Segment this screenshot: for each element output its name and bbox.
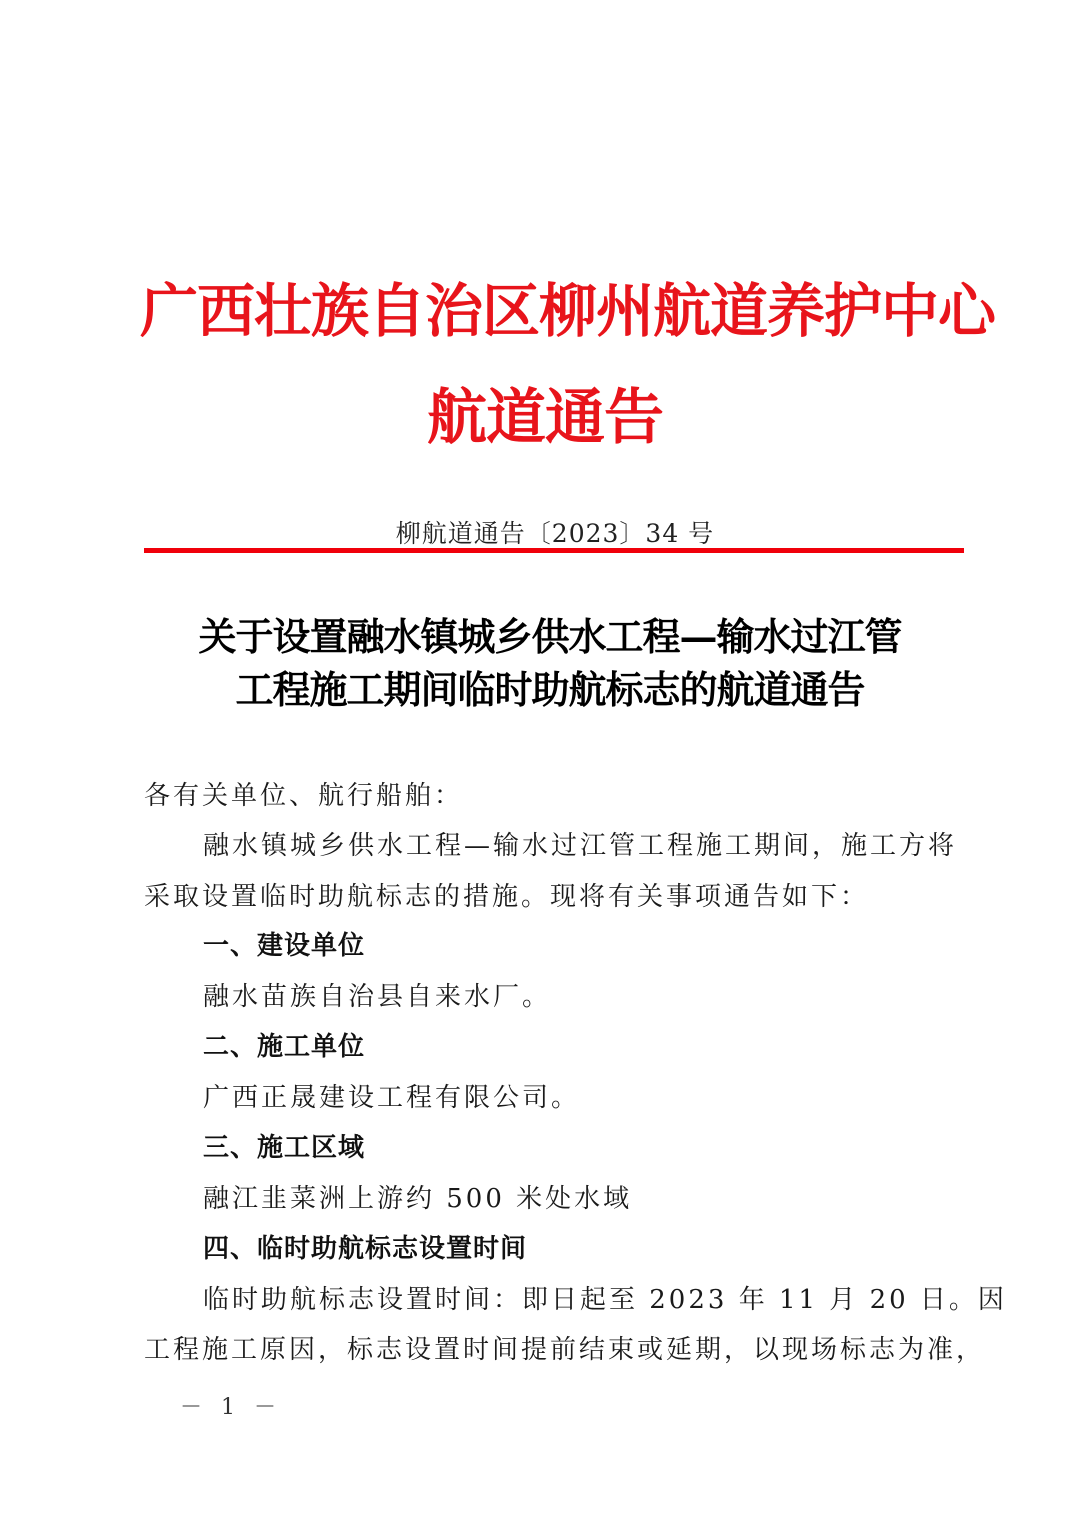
section-content-4-line-2: 工程施工原因，标志设置时间提前结束或延期，以现场标志为准，	[144, 1335, 986, 1365]
red-divider-rule	[144, 548, 964, 553]
salutation: 各有关单位、航行船舶：	[144, 781, 464, 811]
section-heading-4: 四、临时助航标志设置时间	[203, 1234, 528, 1264]
intro-paragraph-line-1: 融水镇城乡供水工程—输水过江管工程施工期间，施工方将	[203, 831, 958, 861]
section-content-1: 融水苗族自治县自来水厂。	[203, 982, 552, 1012]
section-content-2: 广西正晟建设工程有限公司。	[203, 1083, 581, 1113]
page-number: － 1 －	[180, 1395, 282, 1420]
notice-title-line-2: 工程施工期间临时助航标志的航道通告	[235, 667, 865, 712]
section-heading-2: 二、施工单位	[203, 1032, 366, 1062]
section-content-3: 融江韭菜洲上游约 500 米处水域	[203, 1184, 633, 1214]
document-number: 柳航道通告〔2023〕34 号	[395, 519, 715, 548]
section-heading-3: 三、施工区域	[203, 1133, 366, 1163]
notice-title-line-1: 关于设置融水镇城乡供水工程—输水过江管	[198, 614, 902, 659]
intro-paragraph-line-2: 采取设置临时助航标志的措施。现将有关事项通告如下：	[144, 882, 870, 912]
section-heading-1: 一、建设单位	[203, 931, 366, 961]
document-type: 航道通告	[427, 383, 663, 453]
issuing-organization: 广西壮族自治区柳州航道养护中心	[140, 277, 996, 345]
section-content-4-line-1: 临时助航标志设置时间：即日起至 2023 年 11 月 20 日。因	[203, 1285, 1007, 1315]
